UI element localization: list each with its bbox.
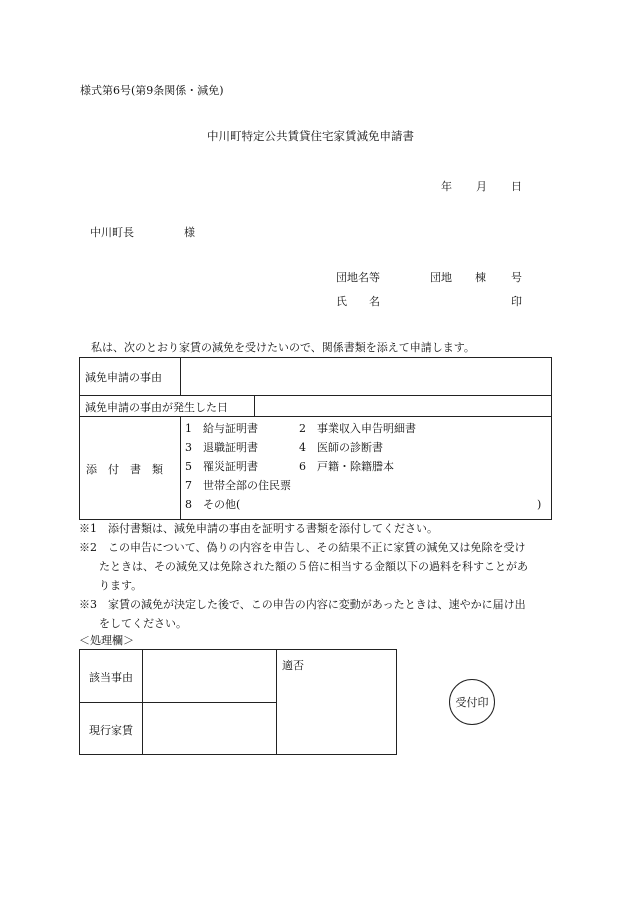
- attachment-item: 5 罹災証明書: [185, 460, 258, 473]
- receipt-seal-label: 受付印: [455, 696, 489, 709]
- date-day: 日: [511, 180, 522, 193]
- reason-date-label: 減免申請の事由が発生した日: [85, 401, 228, 414]
- attachment-item: 1 給与証明書: [185, 422, 258, 435]
- danchi-label: 団地名等: [336, 271, 380, 284]
- seal-mark: 印: [511, 295, 522, 308]
- attachment-item: 6 戸籍・除籍謄本: [299, 460, 394, 473]
- table-divider-1: [79, 395, 552, 396]
- name-label: 氏 名: [336, 295, 380, 308]
- approval-label: 適否: [282, 659, 304, 672]
- note-2-line-1: ※2 この申告について、偽りの内容を申告し、その結果不正に家賃の減免又は免除を受け: [79, 541, 526, 554]
- note-2-line-3: ります。: [99, 579, 143, 592]
- applicable-reason-label: 該当事由: [89, 671, 133, 684]
- attachment-item: 7 世帯全部の住民票: [185, 479, 291, 492]
- note-3-line-2: をしてください。: [99, 617, 187, 630]
- attachments-label: 添 付 書 類: [86, 463, 163, 476]
- reason-label: 減免申請の事由: [85, 371, 162, 384]
- attachment-item: 8 その他(: [185, 498, 241, 511]
- attachment-item: 3 退職証明書: [185, 441, 258, 454]
- table-vdivider-1: [180, 357, 181, 395]
- processing-header: ＜処理欄＞: [79, 634, 134, 647]
- processing-divider: [79, 702, 276, 703]
- addressee-suffix: 様: [184, 226, 195, 239]
- note-3-line-1: ※3 家賃の減免が決定した後で、この申告の内容に変動があったときは、速やかに届け出: [79, 598, 526, 611]
- building-word: 棟: [475, 271, 486, 284]
- date-month: 月: [476, 180, 487, 193]
- receipt-seal-stamp: [449, 679, 495, 725]
- date-year: 年: [441, 180, 452, 193]
- number-word: 号: [511, 271, 522, 284]
- attachment-item: 4 医師の診断書: [299, 441, 383, 454]
- intro-text: 私は、次のとおり家賃の減免を受けたいので、関係書類を添えて申請します。: [91, 341, 475, 354]
- table-vdivider-2: [254, 395, 255, 416]
- note-2-line-2: たときは、その減免又は免除された額の５倍に相当する金額以下の過料を科すことがあ: [99, 560, 528, 573]
- current-rent-label: 現行家賃: [89, 724, 133, 737]
- danchi-word: 団地: [430, 271, 452, 284]
- attachment-close-paren: ): [537, 498, 542, 511]
- table-vdivider-3: [180, 416, 181, 520]
- form-number: 様式第6号(第9条関係・減免): [80, 84, 224, 97]
- page-title: 中川町特定公共賃貸住宅家賃減免申請書: [207, 129, 414, 143]
- note-1: ※1 添付書類は、減免申請の事由を証明する書類を添付してください。: [79, 522, 438, 535]
- processing-vdivider-2: [276, 649, 277, 755]
- table-divider-2: [79, 416, 552, 417]
- attachment-item: 2 事業収入申告明細書: [299, 422, 416, 435]
- addressee-name: 中川町長: [90, 226, 134, 239]
